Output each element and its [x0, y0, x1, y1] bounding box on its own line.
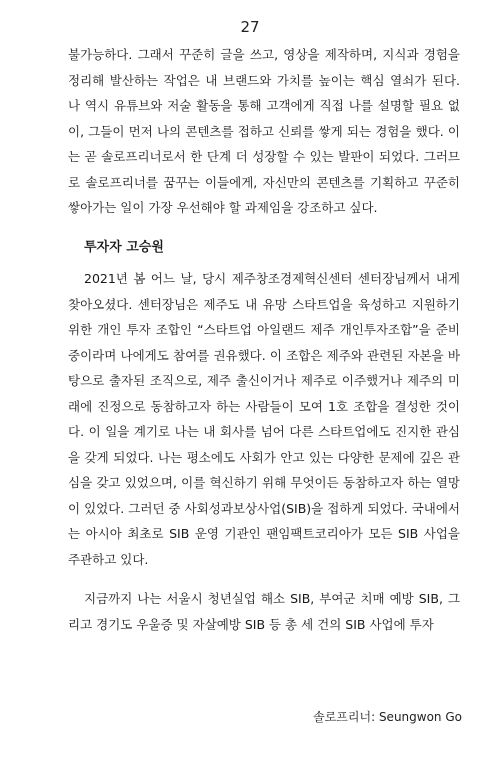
running-footer: 솔로프리너: Seungwon Go [313, 710, 462, 724]
paragraph-gap [68, 572, 460, 586]
section-heading: 투자자 고승원 [84, 239, 164, 255]
page-body [68, 42, 460, 637]
page-number: 27 [240, 18, 260, 36]
paragraph-2: 2021년 봄 어느 날, 당시 제주창조경제혁신센터 센터장님께서 내게 찾아오셨다. 센터장님은 제주도 내 유망 스타트업을 육성하고 지원하기 위한 개인 투자 조합인 “스타트업 아일랜드 제주 개인투자조합”을 준비 중이라며 나에게도 참여를 권유했다. 이 조합은 제주와 관련된 자본을 바탕으로 출자된 조직으로, 제주 출신이거나 제주로 이주했거나 제주의 미래에 진정으로 동참하고자 하는 사람들이 모여 1호 조합을 결성한 것이다. 이 일을 계기로 나는 내 회사를 넘어 다른 스타트업에도 진지한 관심을 갖게 되었다. 나는 평소에도 사회가 안고 있는 다양한 문제에 깊은 관심을 갖고 있었으며, 이를 혁신하기 위해 무엇이든 동참하고자 하는 열망이 있었다. 그러던 중 사회성과보상사업(SIB)을 접하게 되었다. 국내에서는 아시아 최초로 SIB 운영 기관인 팬임팩트코리아가 모든 SIB 사업을 주관하고 있다. [68, 271, 460, 567]
paragraph-1: 불가능하다. 그래서 꾸준히 글을 쓰고, 영상을 제작하며, 지식과 경험을 정리해 발산하는 작업은 내 브랜드와 가치를 높이는 핵심 열쇠가 된다. 나 역시 유튜브와 저술 활동을 통해 고객에게 직접 나를 설명할 필요 없이, 그들이 먼저 나의 콘텐츠를 접하고 신뢰를 쌓게 되는 경험을 했다. 이는 곧 솔로프리너로서 한 단계 더 성장할 수 있는 발판이 되었다. 그러므로 솔로프리너를 꿈꾸는 이들에게, 자신만의 콘텐츠를 기획하고 꾸준히 쌓아가는 일이 가장 우선해야 할 과제임을 강조하고 싶다. [68, 47, 460, 215]
paragraph-3: 지금까지 나는 서울시 청년실업 해소 SIB, 부여군 치매 예방 SIB, 그리고 경기도 우울증 및 자살예방 SIB 등 총 세 건의 SIB 사업에 투자 [68, 591, 460, 632]
